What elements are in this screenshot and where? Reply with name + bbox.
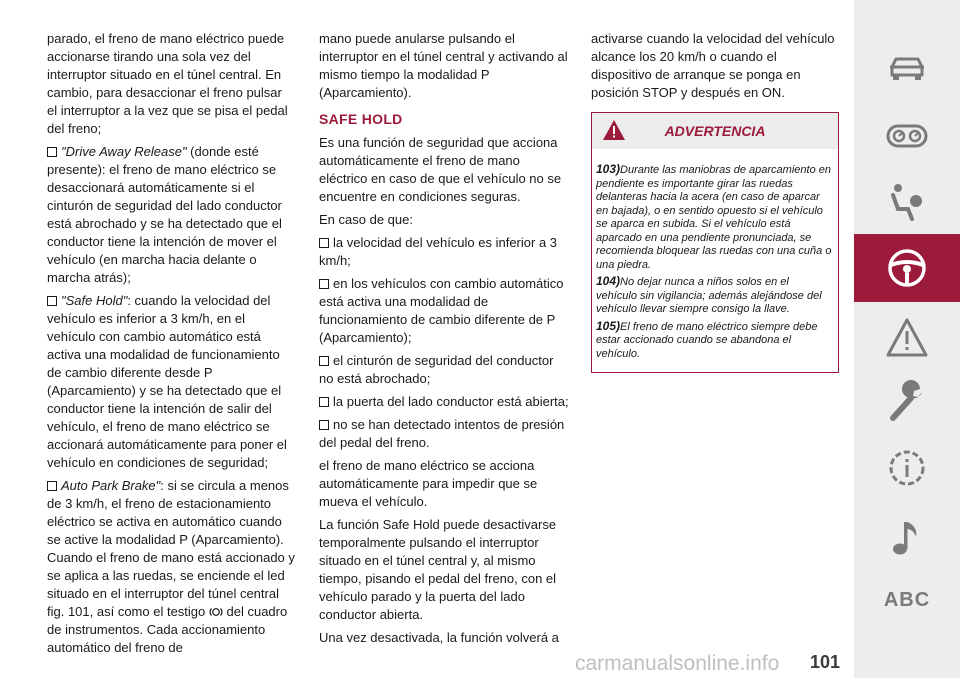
watermark: carmanualsonline.info [575, 652, 780, 675]
paragraph: el freno de mano eléctrico se acciona automáticamente para impedir que se mueva el vehículo. [319, 458, 538, 509]
abc-index-icon: ABC [883, 588, 931, 611]
list-item-text: la puerta del lado conductor está abierta; [333, 394, 569, 409]
sidebar-item-technical-data[interactable] [854, 434, 960, 502]
checkbox-bullet-icon [319, 397, 329, 407]
checkbox-bullet-icon [319, 356, 329, 366]
list-item [319, 234, 569, 270]
section-title: SAFE HOLD [319, 111, 403, 127]
list-item-text: no se han detectado intentos de presión del pedal del freno. [319, 417, 565, 450]
paragraph: La función Safe Hold puede desactivarse temporalmente pulsando el interruptor situado en el túnel central y, al mismo tiempo, pisando el pedal del freno, con el vehículo parado y la puerta del lado conductor abierta. [319, 517, 557, 622]
music-note-icon [884, 515, 930, 561]
checkbox-bullet-icon [47, 481, 57, 491]
list-item-text: el cinturón de seguridad del conductor no está abrochado; [319, 353, 554, 386]
sidebar-item-index[interactable] [854, 566, 960, 634]
sidebar-item-car[interactable] [854, 34, 960, 102]
seat-safety-icon [884, 179, 930, 225]
paragraph: parado, el freno de mano eléctrico puede accionarse tirando una sola vez del interruptor situado en el túnel central. En cambio, para desaccionar el freno pulsar el interruptor a la vez que se pisa el pedal del freno; [47, 31, 288, 136]
sidebar-item-maintenance[interactable] [854, 368, 960, 436]
page-number: 101 [810, 652, 841, 672]
list-item-text: la velocidad del vehículo es inferior a 3 km/h; [319, 235, 558, 268]
parking-brake-warning-icon [209, 607, 223, 617]
warning-triangle-icon [884, 315, 930, 361]
sidebar-item-starting-driving[interactable] [854, 234, 960, 302]
dashboard-icon [884, 113, 930, 159]
note-text: No dejar nunca a niños solos en el vehículo sin vigilancia; además alejándose del vehículo llevar siempre consigo la llave. [596, 276, 822, 315]
note-text: Durante las maniobras de aparcamiento en pendiente es importante girar las ruedas delanteras hacia la acera (en caso de aparcar en bajada), o en sentido opuesto si el vehículo se aparca en subida. Si el vehículo está aparcado en una pendiente pronunciada, se recomienda bloquear las ruedas con una cuña o una piedra. [596, 164, 832, 271]
list-item [319, 275, 569, 347]
text-column-1 [47, 30, 295, 662]
warning-header [592, 113, 838, 149]
car-icon [884, 45, 930, 91]
text-column-3 [591, 30, 839, 373]
sidebar-item-multimedia[interactable] [854, 504, 960, 572]
note-number: 105) [596, 318, 621, 333]
warning-note [596, 275, 832, 317]
list-item [47, 143, 295, 287]
sidebar-item-safety[interactable] [854, 168, 960, 236]
steering-wheel-icon [884, 245, 930, 291]
note-text: El freno de mano eléctrico siempre debe estar accionado cuando se abandona el vehículo. [596, 320, 818, 360]
warning-note [596, 320, 832, 362]
paragraph: activarse cuando la velocidad del vehículo alcance los 20 km/h o cuando el dispositivo de arranque se ponga en posición STOP y después en ON. [591, 31, 835, 100]
checkbox-bullet-icon [319, 279, 329, 289]
warning-box [591, 112, 839, 373]
checkbox-bullet-icon [47, 147, 57, 157]
checkbox-bullet-icon [319, 420, 329, 430]
wrench-icon [884, 379, 930, 425]
text-column-2 [319, 30, 569, 652]
warning-body [592, 149, 838, 372]
warning-note [596, 163, 832, 272]
list-item-title: Auto Park Brake" [61, 478, 161, 493]
list-item-text-end: del cuadro de instrumentos. Cada accionamiento automático del freno de [47, 604, 288, 655]
paragraph: mano puede anularse pulsando el interruptor en el túnel central y activando al mismo tiempo la modalidad P (Aparcamiento). [319, 31, 568, 100]
checkbox-bullet-icon [319, 238, 329, 248]
checkbox-bullet-icon [47, 296, 57, 306]
list-item-text: en los vehículos con cambio automático está activa una modalidad de funcionamiento de cambio diferente de P (Aparcamiento); [319, 276, 564, 345]
paragraph: En caso de que: [319, 212, 413, 227]
list-item-text: (donde esté presente): el freno de mano eléctrico se desaccionará automáticamente si el cinturón de seguridad del lado conductor está abrochado y se ha detectado que el conductor tiene la intención de mover el vehículo (en marcha hacia delante o marcha atrás); [47, 144, 282, 285]
sidebar-item-emergency[interactable] [854, 304, 960, 372]
note-number: 104) [596, 274, 621, 288]
list-item [319, 416, 569, 452]
chapter-sidebar [854, 0, 960, 678]
note-number: 103) [596, 162, 621, 176]
warning-triangle-icon [602, 119, 626, 141]
list-item-title: "Drive Away Release" [61, 144, 187, 159]
list-item [47, 292, 295, 472]
info-gear-icon [884, 445, 930, 491]
list-item-text: : cuando la velocidad del vehículo es inferior a 3 km/h, en el vehículo con cambio automático está activa una modalidad de funcionamiento de cambio diferente desde P (Aparcamiento) y se ha detectado que el conductor tiene la intención de salir del vehículo, el freno de mano eléctrico se accionará automáticamente para poner el vehículo en condiciones de seguridad; [47, 293, 287, 470]
paragraph: Una vez desactivada, la función volverá a [319, 630, 559, 645]
list-item-title: "Safe Hold" [61, 293, 128, 308]
sidebar-item-dashboard[interactable] [854, 102, 960, 170]
list-item [319, 352, 569, 388]
list-item-text: : si se circula a menos de 3 km/h, el freno de estacionamiento eléctrico se activa en automático cuando se active la modalidad P (Aparcamiento). Cuando el freno de mano está accionado y se aplica a las ruedas, se enciende el led situado en el interruptor del túnel central fig. 101, así como el testigo [47, 478, 295, 619]
list-item [47, 477, 295, 657]
list-item [319, 393, 569, 411]
warning-title: ADVERTENCIA [664, 123, 766, 139]
paragraph: Es una función de seguridad que acciona automáticamente el freno de mano eléctrico en caso de que el vehículo no se encuentre en condiciones seguras. [319, 135, 562, 204]
